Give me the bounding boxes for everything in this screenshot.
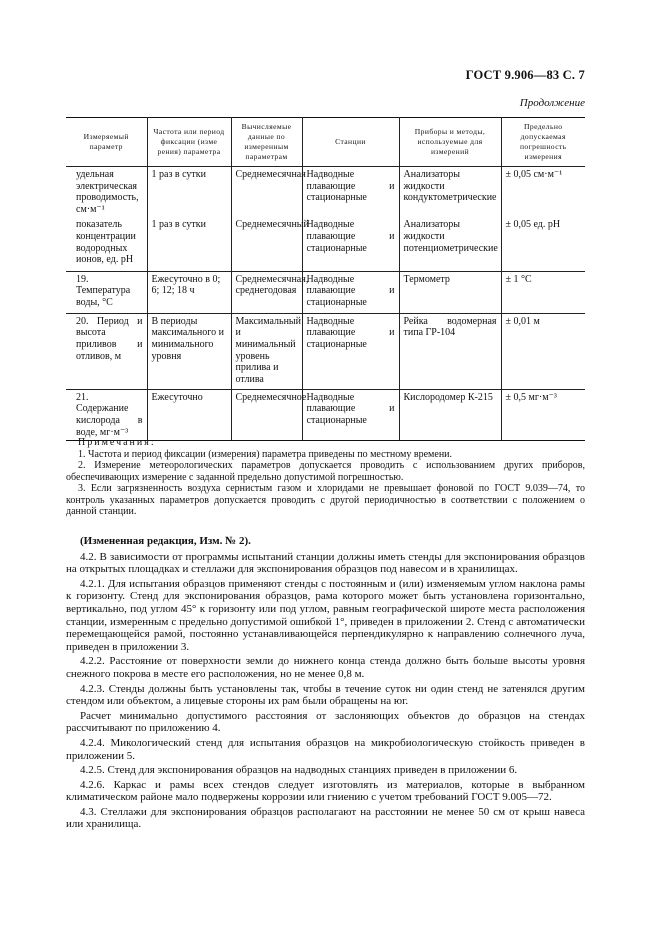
table-row — [66, 167, 585, 218]
note-item: 2. Измерение метеорологических параметров допускается проводить с использованием других приборов, обеспечивающих измерение с заданной предельно допустимой погрешностью. — [66, 460, 585, 483]
cell-calc: Среднемесячная, среднегодовая — [231, 271, 302, 313]
parameters-table — [66, 117, 585, 441]
edition-note: (Измененная редакция, Изм. № 2). — [80, 535, 251, 547]
paragraph: 4.2.2. Расстояние от поверхности земли до нижнего конца стенда должно быть больше высоты уровня снежного покрова в месте его расположения, но не менее 0,8 м. — [66, 655, 585, 680]
cell-calc: Максимальный и минимальный уровень прилива и отлива — [231, 313, 302, 389]
page-header: ГОСТ 9.906—83 С. 7 — [465, 68, 585, 82]
table-row — [66, 389, 585, 440]
cell-device: Термометр — [399, 271, 501, 313]
note-item: 3. Если загрязненность воздуха сернистым газом и хлоридами не превышает фоновой по ГОСТ 9.039—74, то контроль указанных параметров допускается проводить с другой периодичностью в соответствии с положением о данной станции. — [66, 483, 585, 517]
column-header: Станции — [302, 118, 399, 167]
cell-station: Надводные плавающие и стационарные — [302, 217, 399, 271]
column-header: Вычисляемые данные по измеренным параметрам — [231, 118, 302, 167]
cell-param: 20. Период и высота приливов и отливов, м — [66, 313, 147, 389]
notes-title: Примечания: — [78, 437, 156, 448]
cell-device: Кислородомер К-215 — [399, 389, 501, 440]
table-row — [66, 217, 585, 271]
column-header: Предельно допускаемая погрешность измерения — [501, 118, 585, 167]
cell-station: Надводные плавающие и стационарные — [302, 389, 399, 440]
cell-calc: Среднемесячное — [231, 389, 302, 440]
paragraph: 4.2.1. Для испытания образцов применяют стенды с постоянным и (или) изменяемым углом наклона рамы к горизонту. Стенд для экспонирования образцов, рама которого может быть установлена горизонтально, вертикально, под углом 45° к горизонту или под углом, равным географической широте места расположения станции, измеренным с предельно допустимой ошибкой 1°, приведен в приложении 2. Стенд с автоматически перемещающейся рамой, постоянно устанавливающейся перпендикулярно к направлению солнечного луча, приведен в приложении 3. — [66, 577, 585, 653]
cell-freq: Ежесуточно — [147, 389, 231, 440]
cell-param: показатель концентрации водородных ионов, ед. рН — [66, 217, 147, 271]
cell-station: Надводные плавающие и стационарные — [302, 313, 399, 389]
cell-param: 21. Содержание кислорода в воде, мг·м⁻³ — [66, 389, 147, 440]
paragraph: 4.2.5. Стенд для экспонирования образцов на надводных станциях приведен в приложении 6. — [80, 764, 518, 777]
cell-error: ± 0,5 мг·м⁻³ — [501, 389, 585, 440]
notes-section — [66, 437, 585, 518]
note-item: 1. Частота и период фиксации (измерения) параметра приведены по местному времени. — [78, 448, 453, 460]
cell-param: удельная электрическая проводимость, см·м⁻¹ — [66, 167, 147, 218]
column-header: Измеряемый параметр — [66, 118, 147, 167]
continuation-label: Продолжение — [519, 97, 585, 109]
paragraph: 4.2.3. Стенды должны быть установлены так, чтобы в течение суток ни один стенд не затенялся другим стендом или объектом, а лицевые стороны их рам были обращены на юг. — [66, 682, 585, 708]
cell-device: Рейка водомерная типа ГР-104 — [399, 313, 501, 389]
table-header-row — [66, 118, 585, 167]
paragraph: Расчет минимально допустимого расстояния от заслоняющих объектов до образцов на стендах рассчитывают по приложению 4. — [66, 709, 585, 735]
paragraph: 4.2. В зависимости от программы испытаний станции должны иметь стенды для экспонирования образцов на открытых площадках и стеллажи для экспонирования образцов под навесом и в хранилищах. — [66, 550, 585, 576]
cell-freq: В периоды максимального и минимального уровня — [147, 313, 231, 389]
cell-station: Надводные плавающие и стационарные — [302, 167, 399, 218]
cell-freq: 1 раз в сутки — [147, 217, 231, 271]
cell-station: Надводные плавающие и стационарные — [302, 271, 399, 313]
paragraph: 4.3. Стеллажи для экспонирования образцов располагают на расстоянии не менее 50 см от крыш навеса или хранилища. — [66, 805, 585, 831]
cell-device: Анализаторы жидкости потенциометрические — [399, 217, 501, 271]
cell-error: ± 1 °С — [501, 271, 585, 313]
body-text — [66, 535, 585, 831]
cell-freq: 1 раз в сутки — [147, 167, 231, 218]
table-row — [66, 313, 585, 389]
cell-error: ± 0,05 см·м⁻¹ — [501, 167, 585, 218]
cell-freq: Ежесуточно в 0; 6; 12; 18 ч — [147, 271, 231, 313]
cell-error: ± 0,05 ед. рН — [501, 217, 585, 271]
column-header: Частота или период фиксации (изме рения) параметра — [147, 118, 231, 167]
cell-device: Анализаторы жидкости кондуктометрические — [399, 167, 501, 218]
cell-param: 19. Температура воды, °С — [66, 271, 147, 313]
table-row — [66, 271, 585, 313]
cell-calc: Среднемесячная — [231, 167, 302, 218]
cell-error: ± 0,01 м — [501, 313, 585, 389]
column-header: Приборы и методы, используемые для измерений — [399, 118, 501, 167]
cell-calc: Среднемесячный — [231, 217, 302, 271]
paragraph: 4.2.6. Каркас и рамы всех стендов следует изготовлять из материалов, которые в выбранном климатическом районе мало подвержены коррозии или гниению с учетом требований ГОСТ 9.005—72. — [66, 778, 585, 804]
paragraph: 4.2.4. Микологический стенд для испытания образцов на микробиологическую стойкость приведен в приложении 5. — [66, 736, 585, 762]
